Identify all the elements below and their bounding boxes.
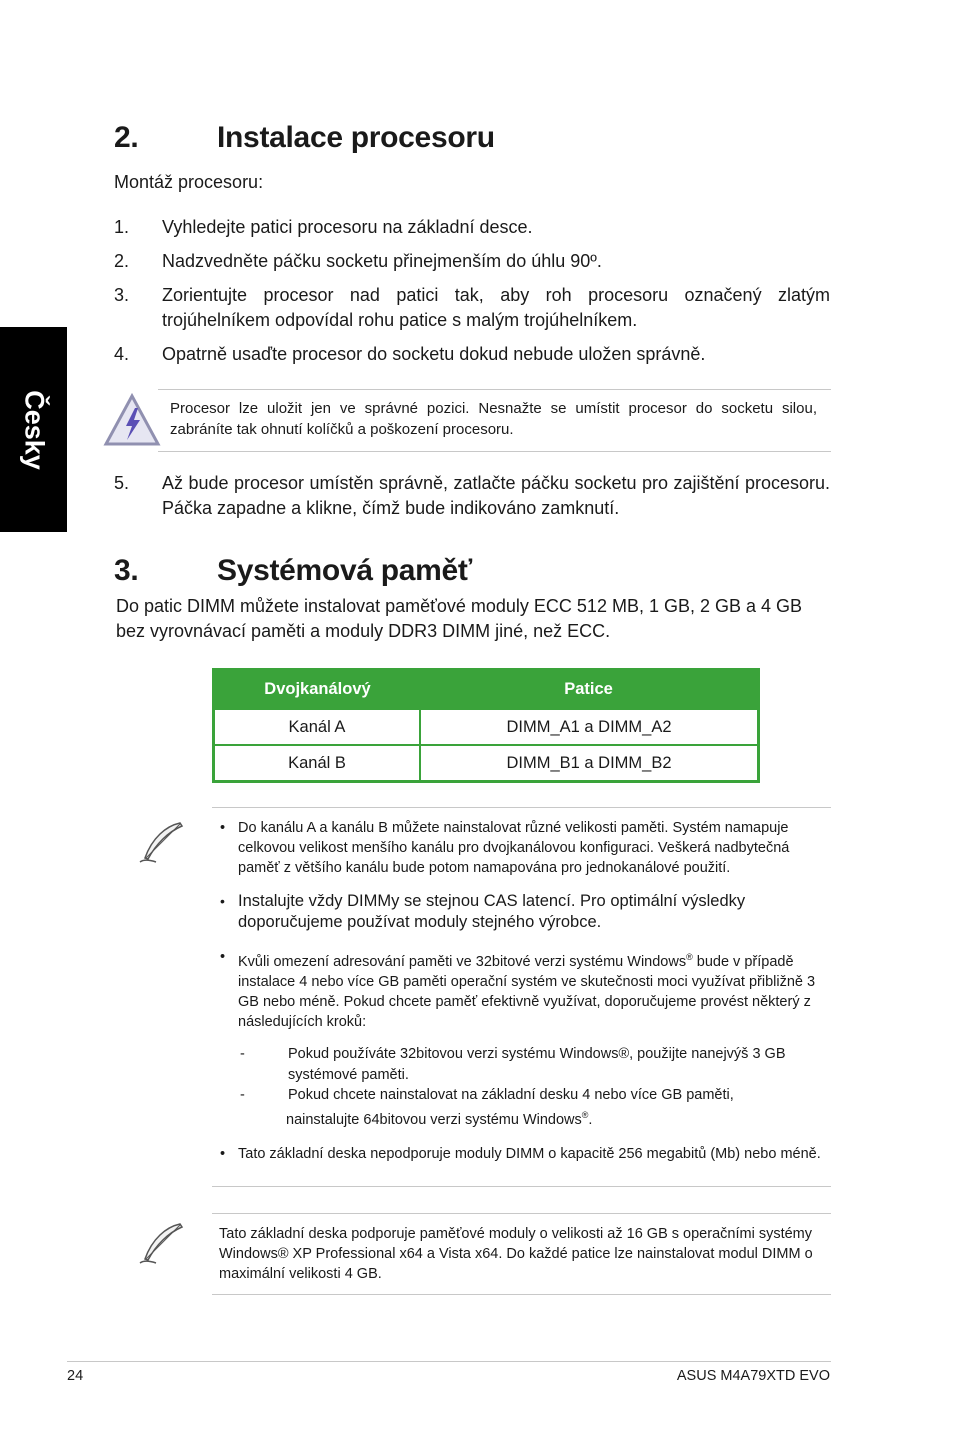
note2-top-rule bbox=[212, 1213, 831, 1214]
step-5: 5. Až bude procesor umístěn správně, zatlačte páčku socketu pro zajištění procesoru. Páčka zapadne a klikne, čímž bude indikováno zamknutí. bbox=[114, 473, 830, 518]
note-feather-icon bbox=[136, 820, 186, 866]
warning-icon bbox=[102, 392, 162, 450]
note2-text: Tato základní deska podporuje paměťové moduly o velikosti až 16 GB s operačními systémy Windows® XP Professional x64 a Vista x64. Do každé patice lze nainstalovat modul DIMM o maximální velikosti 4 GB. bbox=[219, 1226, 813, 1282]
section-3-heading: 3. Systémová paměť bbox=[114, 554, 472, 587]
step-1: 1. Vyhledejte patici procesoru na základní desce. bbox=[114, 217, 533, 237]
warning-text: Procesor lze uložit jen ve správné pozici. Nesnažte se umístit procesor do socketu silou, zabráníte tak ohnutí kolíčků a poškození procesoru. bbox=[170, 400, 817, 438]
list-item: - Pokud používáte 32bitovou verzi systému Windows®, použijte nanejvýš 3 GB bbox=[240, 1045, 786, 1062]
table-row bbox=[214, 709, 759, 745]
notes-list bbox=[220, 818, 830, 1164]
memory-channel-table bbox=[212, 668, 760, 783]
table-cell: Kanál A bbox=[214, 709, 421, 745]
language-tab bbox=[0, 327, 67, 532]
footer-rule bbox=[67, 1361, 831, 1362]
note-feather-icon bbox=[136, 1221, 186, 1267]
language-tab-label: Česky bbox=[19, 389, 49, 470]
step-2: 2. Nadzvedněte páčku socketu přinejmenším do úhlu 90º. bbox=[114, 251, 602, 271]
table-cell: DIMM_B1 a DIMM_B2 bbox=[420, 745, 759, 782]
list-item: • Kvůli omezení adresování paměti ve 32bitové verzi systému Windows® bude v případě instalace 4 nebo více GB paměti operační systém ve skutečnosti moci využívat přibližně 3 GB nebo méně. Pokud chcete paměť efektivně využívat, doporučujeme provést některý z následujících kroků: bbox=[220, 949, 816, 1030]
list-item: • Tato základní deska nepodporuje moduly DIMM o kapacitě 256 megabitů (Mb) nebo méně. bbox=[220, 1145, 821, 1162]
notes-top-rule bbox=[212, 807, 831, 808]
page-number: 24 bbox=[67, 1368, 84, 1384]
list-item: - Pokud chcete nainstalovat na základní desku 4 nebo více GB paměti, bbox=[240, 1086, 734, 1103]
table-cell: Kanál B bbox=[214, 745, 421, 782]
product-name: ASUS M4A79XTD EVO bbox=[676, 1368, 830, 1384]
note2-bottom-rule bbox=[212, 1294, 831, 1295]
step-3: 3. Zorientujte procesor nad patici tak, aby roh procesoru označený zlatým trojúhelníkem odpovídal rohu patice s malým trojúhelníkem. bbox=[114, 285, 830, 330]
steps-list bbox=[114, 215, 830, 367]
section-2-intro: Montáž procesoru: bbox=[114, 172, 264, 192]
table-header: Patice bbox=[420, 670, 759, 710]
warning-bottom-rule bbox=[158, 451, 831, 452]
warning-top-rule bbox=[158, 389, 831, 390]
list-item: • Do kanálu A a kanálu B můžete nainstalovat různé velikosti paměti. Systém namapuje celkovou velikost menšího kanálu pro dvojkanálovou konfiguraci. Veškerá nadbytečná paměť z většího kanálu bude potom namapována pro jednokanálové použití. bbox=[220, 820, 790, 876]
step-4: 4. Opatrně usaďte procesor do socketu dokud nebude uložen správně. bbox=[114, 344, 706, 364]
list-item-continuation: systémové paměti. bbox=[288, 1066, 409, 1083]
list-item: • Instalujte vždy DIMMy se stejnou CAS latencí. Pro optimální výsledky doporučujeme používat moduly stejného výrobce. bbox=[220, 892, 746, 931]
table-cell: DIMM_A1 a DIMM_A2 bbox=[420, 709, 759, 745]
section-3-intro: Do patic DIMM můžete instalovat paměťové moduly ECC 512 MB, 1 GB, 2 GB a 4 GB bez vyrovnávací paměti a moduly DDR3 DIMM jiné, než ECC. bbox=[116, 596, 803, 641]
section-2-heading: 2. Instalace procesoru bbox=[114, 121, 495, 154]
notes-bottom-rule bbox=[212, 1186, 831, 1187]
table-header-row bbox=[214, 670, 759, 710]
list-item-continuation: nainstalujte 64bitovou verzi systému Windows®. bbox=[286, 1109, 593, 1128]
table-row bbox=[214, 745, 759, 782]
table-header: Dvojkanálový bbox=[214, 670, 421, 710]
